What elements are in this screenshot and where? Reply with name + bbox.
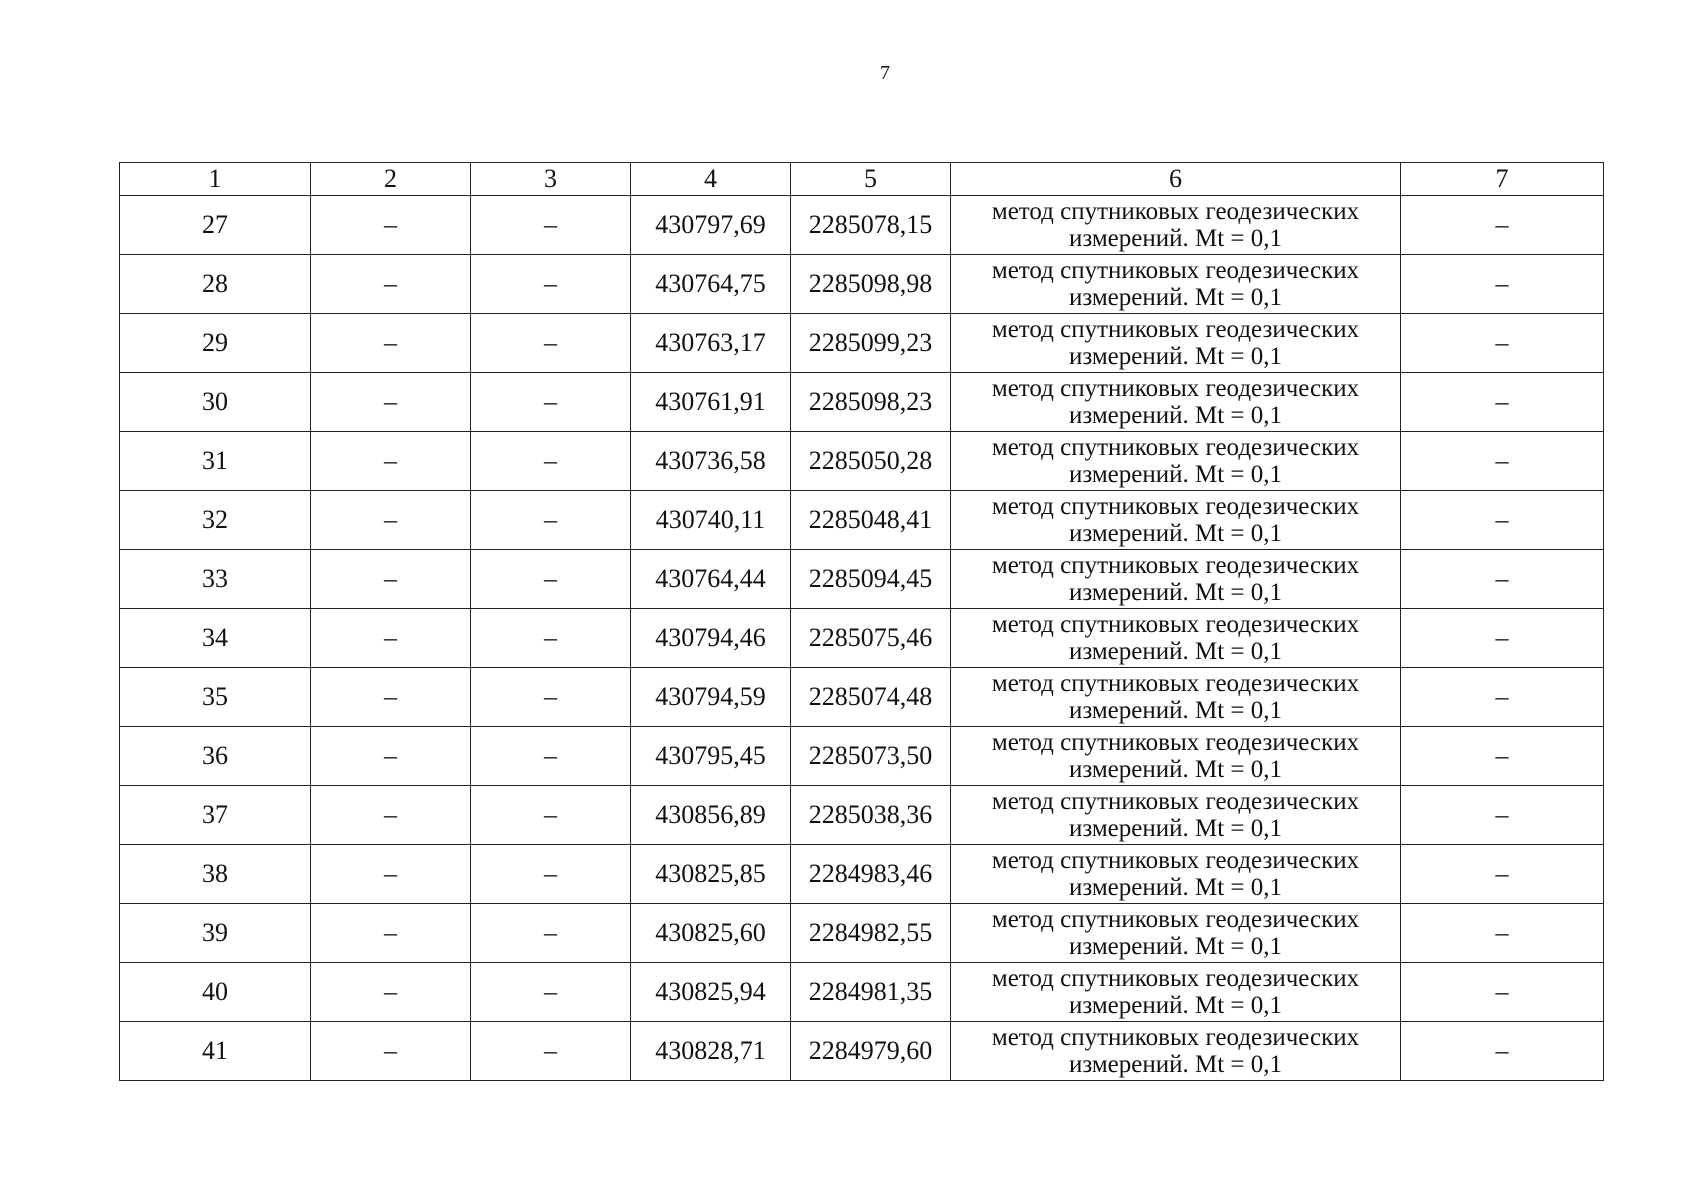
- column-3-cell: –: [471, 963, 631, 1022]
- point-number-cell: 34: [120, 609, 311, 668]
- point-number-cell: 39: [120, 904, 311, 963]
- column-2-cell: –: [311, 668, 471, 727]
- column-7-cell: –: [1401, 786, 1604, 845]
- method-line-2: измерений. Mt = 0,1: [1068, 815, 1283, 842]
- method-line-2: измерений. Mt = 0,1: [1068, 874, 1283, 901]
- column-7-cell: –: [1401, 255, 1604, 314]
- method-line-1: метод спутниковых геодезических: [991, 434, 1360, 461]
- x-coordinate-cell: 430795,45: [631, 727, 791, 786]
- point-number-cell: 36: [120, 727, 311, 786]
- point-number-cell: 40: [120, 963, 311, 1022]
- method-line-2: измерений. Mt = 0,1: [1068, 461, 1283, 488]
- table-row: [120, 786, 1604, 845]
- table-row: [120, 550, 1604, 609]
- method-line-2: измерений. Mt = 0,1: [1068, 343, 1283, 370]
- y-coordinate-cell: 2285050,28: [791, 432, 951, 491]
- table-header-row: [120, 163, 1604, 196]
- method-line-1: метод спутниковых геодезических: [991, 552, 1360, 579]
- header-cell-6: 6: [951, 163, 1401, 196]
- column-7-cell: –: [1401, 845, 1604, 904]
- column-2-cell: –: [311, 786, 471, 845]
- y-coordinate-cell: 2285099,23: [791, 314, 951, 373]
- table-row: [120, 373, 1604, 432]
- y-coordinate-cell: 2285094,45: [791, 550, 951, 609]
- column-3-cell: –: [471, 432, 631, 491]
- column-3-cell: –: [471, 668, 631, 727]
- method-line-1: метод спутниковых геодезических: [991, 670, 1360, 697]
- table-row: [120, 963, 1604, 1022]
- table-row: [120, 196, 1604, 255]
- method-cell: [951, 550, 1401, 609]
- method-line-1: метод спутниковых геодезических: [991, 493, 1360, 520]
- column-7-cell: –: [1401, 196, 1604, 255]
- page-number: 7: [880, 62, 890, 84]
- method-line-1: метод спутниковых геодезических: [991, 1024, 1360, 1051]
- header-cell-2: 2: [311, 163, 471, 196]
- y-coordinate-cell: 2285074,48: [791, 668, 951, 727]
- method-line-1: метод спутниковых геодезических: [991, 257, 1360, 284]
- column-3-cell: –: [471, 255, 631, 314]
- column-7-cell: –: [1401, 314, 1604, 373]
- y-coordinate-cell: 2284983,46: [791, 845, 951, 904]
- column-3-cell: –: [471, 373, 631, 432]
- column-3-cell: –: [471, 196, 631, 255]
- method-line-1: метод спутниковых геодезических: [991, 965, 1360, 992]
- x-coordinate-cell: 430794,59: [631, 668, 791, 727]
- method-line-1: метод спутниковых геодезических: [991, 375, 1360, 402]
- method-cell: [951, 373, 1401, 432]
- table-row: [120, 727, 1604, 786]
- point-number-cell: 35: [120, 668, 311, 727]
- column-7-cell: –: [1401, 550, 1604, 609]
- table-row: [120, 1022, 1604, 1081]
- column-2-cell: –: [311, 845, 471, 904]
- x-coordinate-cell: 430794,46: [631, 609, 791, 668]
- column-7-cell: –: [1401, 668, 1604, 727]
- header-cell-3: 3: [471, 163, 631, 196]
- point-number-cell: 38: [120, 845, 311, 904]
- column-7-cell: –: [1401, 904, 1604, 963]
- x-coordinate-cell: 430761,91: [631, 373, 791, 432]
- column-7-cell: –: [1401, 491, 1604, 550]
- table-row: [120, 845, 1604, 904]
- method-line-2: измерений. Mt = 0,1: [1068, 638, 1283, 665]
- method-cell: [951, 963, 1401, 1022]
- method-line-1: метод спутниковых геодезических: [991, 847, 1360, 874]
- method-line-2: измерений. Mt = 0,1: [1068, 520, 1283, 547]
- method-cell: [951, 196, 1401, 255]
- method-line-2: измерений. Mt = 0,1: [1068, 933, 1283, 960]
- method-cell: [951, 255, 1401, 314]
- column-7-cell: –: [1401, 432, 1604, 491]
- method-cell: [951, 786, 1401, 845]
- method-cell: [951, 609, 1401, 668]
- y-coordinate-cell: 2285038,36: [791, 786, 951, 845]
- method-line-2: измерений. Mt = 0,1: [1068, 225, 1283, 252]
- method-line-2: измерений. Mt = 0,1: [1068, 402, 1283, 429]
- point-number-cell: 29: [120, 314, 311, 373]
- y-coordinate-cell: 2285048,41: [791, 491, 951, 550]
- y-coordinate-cell: 2285098,98: [791, 255, 951, 314]
- x-coordinate-cell: 430764,44: [631, 550, 791, 609]
- coordinates-table: [119, 162, 1604, 1081]
- method-line-1: метод спутниковых геодезических: [991, 788, 1360, 815]
- column-2-cell: –: [311, 196, 471, 255]
- method-cell: [951, 845, 1401, 904]
- table-row: [120, 668, 1604, 727]
- method-line-2: измерений. Mt = 0,1: [1068, 284, 1283, 311]
- method-line-1: метод спутниковых геодезических: [991, 611, 1360, 638]
- column-7-cell: –: [1401, 727, 1604, 786]
- column-2-cell: –: [311, 432, 471, 491]
- point-number-cell: 31: [120, 432, 311, 491]
- method-line-2: измерений. Mt = 0,1: [1068, 697, 1283, 724]
- method-cell: [951, 314, 1401, 373]
- x-coordinate-cell: 430828,71: [631, 1022, 791, 1081]
- column-3-cell: –: [471, 609, 631, 668]
- x-coordinate-cell: 430763,17: [631, 314, 791, 373]
- column-2-cell: –: [311, 255, 471, 314]
- method-line-1: метод спутниковых геодезических: [991, 316, 1360, 343]
- point-number-cell: 32: [120, 491, 311, 550]
- method-cell: [951, 432, 1401, 491]
- column-3-cell: –: [471, 1022, 631, 1081]
- method-cell: [951, 668, 1401, 727]
- point-number-cell: 37: [120, 786, 311, 845]
- method-cell: [951, 1022, 1401, 1081]
- table-row: [120, 255, 1604, 314]
- column-2-cell: –: [311, 550, 471, 609]
- point-number-cell: 27: [120, 196, 311, 255]
- column-7-cell: –: [1401, 373, 1604, 432]
- x-coordinate-cell: 430825,94: [631, 963, 791, 1022]
- point-number-cell: 28: [120, 255, 311, 314]
- y-coordinate-cell: 2285075,46: [791, 609, 951, 668]
- header-cell-5: 5: [791, 163, 951, 196]
- point-number-cell: 41: [120, 1022, 311, 1081]
- column-7-cell: –: [1401, 1022, 1604, 1081]
- column-2-cell: –: [311, 491, 471, 550]
- column-7-cell: –: [1401, 963, 1604, 1022]
- method-cell: [951, 491, 1401, 550]
- table-row: [120, 432, 1604, 491]
- header-cell-4: 4: [631, 163, 791, 196]
- y-coordinate-cell: 2285073,50: [791, 727, 951, 786]
- column-2-cell: –: [311, 373, 471, 432]
- x-coordinate-cell: 430797,69: [631, 196, 791, 255]
- column-3-cell: –: [471, 786, 631, 845]
- method-line-1: метод спутниковых геодезических: [991, 198, 1360, 225]
- method-cell: [951, 727, 1401, 786]
- table-row: [120, 491, 1604, 550]
- method-line-2: измерений. Mt = 0,1: [1068, 992, 1283, 1019]
- y-coordinate-cell: 2284979,60: [791, 1022, 951, 1081]
- header-cell-1: 1: [120, 163, 311, 196]
- table-body: [120, 196, 1604, 1081]
- x-coordinate-cell: 430736,58: [631, 432, 791, 491]
- method-line-2: измерений. Mt = 0,1: [1068, 579, 1283, 606]
- y-coordinate-cell: 2284982,55: [791, 904, 951, 963]
- column-2-cell: –: [311, 609, 471, 668]
- x-coordinate-cell: 430764,75: [631, 255, 791, 314]
- table-row: [120, 314, 1604, 373]
- x-coordinate-cell: 430740,11: [631, 491, 791, 550]
- column-3-cell: –: [471, 491, 631, 550]
- method-line-2: измерений. Mt = 0,1: [1068, 756, 1283, 783]
- column-3-cell: –: [471, 314, 631, 373]
- header-cell-7: 7: [1401, 163, 1604, 196]
- column-3-cell: –: [471, 904, 631, 963]
- y-coordinate-cell: 2285098,23: [791, 373, 951, 432]
- x-coordinate-cell: 430825,85: [631, 845, 791, 904]
- method-line-2: измерений. Mt = 0,1: [1068, 1051, 1283, 1078]
- x-coordinate-cell: 430856,89: [631, 786, 791, 845]
- point-number-cell: 30: [120, 373, 311, 432]
- column-7-cell: –: [1401, 609, 1604, 668]
- column-3-cell: –: [471, 550, 631, 609]
- table-row: [120, 609, 1604, 668]
- method-line-1: метод спутниковых геодезических: [991, 906, 1360, 933]
- column-2-cell: –: [311, 963, 471, 1022]
- column-3-cell: –: [471, 727, 631, 786]
- method-line-1: метод спутниковых геодезических: [991, 729, 1360, 756]
- column-3-cell: –: [471, 845, 631, 904]
- table-row: [120, 904, 1604, 963]
- column-2-cell: –: [311, 314, 471, 373]
- y-coordinate-cell: 2284981,35: [791, 963, 951, 1022]
- table-header: [120, 163, 1604, 196]
- column-2-cell: –: [311, 904, 471, 963]
- column-2-cell: –: [311, 727, 471, 786]
- x-coordinate-cell: 430825,60: [631, 904, 791, 963]
- y-coordinate-cell: 2285078,15: [791, 196, 951, 255]
- column-2-cell: –: [311, 1022, 471, 1081]
- point-number-cell: 33: [120, 550, 311, 609]
- method-cell: [951, 904, 1401, 963]
